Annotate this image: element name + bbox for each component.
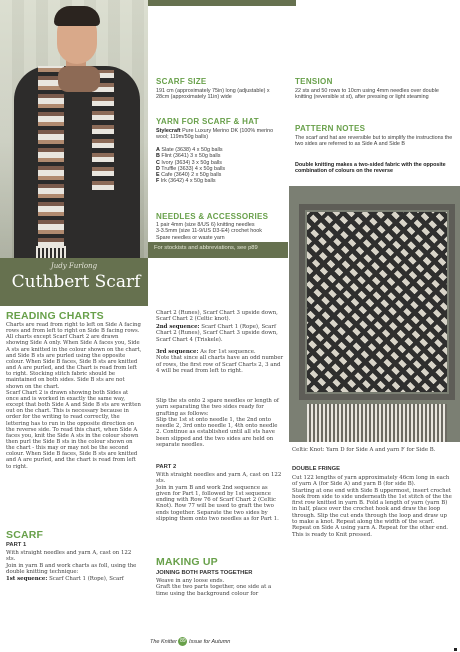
needles-text: 1 pair 4mm (size 8/US 6) knitting needles 3-3.5mm (size 11-9/US D3-E4) crochet hook Spare needles or waste yarn	[156, 222, 262, 241]
yarn-list	[156, 147, 284, 185]
double-fringe-heading: DOUBLE FRINGE	[292, 466, 340, 472]
middle-sequence-3: 3rd sequence: As for 1st sequence. Note that since all charts have an odd number of rows, the first row of Scarf Charts 2, 3 and 4 will be read from left to right.	[156, 349, 284, 374]
yarn-item: B Flint (3641) 3 x 50g balls	[156, 153, 221, 160]
yarn-item: A Slate (3638) 4 x 50g balls	[156, 147, 223, 153]
yarn-item: D Truffle (3633) 4 x 50g balls	[156, 165, 226, 172]
magazine-name: The Knitter	[150, 638, 177, 645]
pattern-notes-heading: PATTERN NOTES	[295, 124, 366, 133]
scarf-size-heading: SCARF SIZE	[156, 77, 207, 86]
issue-label: Issue for Autumn	[188, 638, 231, 645]
middle-sequence-2: 2nd sequence: Scarf Chart 1 (Rope), Scarf Chart 2 (Runes), Scarf Chart 3 upside down, Scarf Chart 4 (Triskele).	[156, 324, 278, 343]
spec-top-bar	[148, 0, 296, 6]
page-end-marker	[454, 648, 457, 651]
tension-text: 22 sts and 50 rows to 10cm using 4mm needles over double knitting (reversible st st), after pressing or light steaming	[295, 88, 439, 101]
needles-heading: NEEDLES & ACCESSORIES	[156, 212, 269, 221]
scarf-heading: SCARF	[6, 529, 44, 541]
yarn-heading: YARN FOR SCARF & HAT	[156, 117, 259, 126]
yarn-item: C Ivory (3634) 3 x 50g balls	[156, 159, 222, 166]
middle-text-1: Chart 2 (Runes), Scarf Chart 3 upside down, Scarf Chart 2 (Celtic knot).	[156, 310, 278, 323]
model-photo	[0, 0, 148, 258]
tension-heading: TENSION	[295, 77, 333, 86]
pattern-title: Cuthbert Scarf	[11, 272, 141, 292]
double-fringe-text: Cut 122 lengths of yarn approximately 46cm long in each of yarn A (for Side A) and yarn B (for side B). Starting at one end with Side B uppermost, insert crochet hook from side to side underneath the 1st stitch of the the first row knitted in yarn B. Fold a length of yarn (yarn B) in half, place over the crochet hook and draw the loop through. Slip the cut ends through the loop and draw up to make a knot. Repeat along the width of the scarf. Repeat on Side A using yarn A. Repeat for the other end. This is ready to Knit pressed.	[292, 475, 452, 538]
scarf-size-text: 191 cm (approximately 75in) long (adjustable) x 28cm (approximately 11in) wide	[156, 88, 270, 101]
yarn-item: F Irk (3642) 4 x 50g balls	[156, 178, 216, 185]
page-number: 89	[180, 638, 186, 644]
swatch-photo	[289, 186, 460, 442]
part2-label: PART 2	[156, 464, 177, 470]
middle-text-2: Slip the sts onto 2 spare needles or length of yarn separating the two sides ready for grafting as follows: Slip the 1st st onto needle 1, the 2nd onto needle 2, 3rd onto needle 1, 4th onto needle 2. Continue as established until all sts have been slipped and the two sides are held on separate needles.	[156, 398, 279, 449]
scarf-sequence: 1st sequence: Scarf Chart 1 (Rope), Scarf	[6, 576, 124, 582]
making-up-heading: MAKING UP	[156, 556, 218, 568]
pattern-notes-text: The scarf and hat are reversible but to simplify the instructions the two sides are referred to as Side A and Side B	[295, 135, 453, 148]
middle-text-3: With straight needles and yarn A, cast on 122 sts. Join in yarn B and work 2nd sequence as given for Part 1, followed by 1st sequence ending with Row 76 of Scarf Chart 2 (Celtic Knot). Row 77 will be used to graft the two ends together. Separate the two sides by slipping them onto two needles as for Part 1.	[156, 472, 282, 523]
joining-subheading: JOINING BOTH PARTS TOGETHER	[156, 570, 253, 576]
reading-charts-heading: READING CHARTS	[6, 310, 104, 322]
part1-label: PART 1	[6, 542, 27, 548]
making-up-text: Weave in any loose ends. Graft the two parts together, one side at a time using the background colour for	[156, 578, 272, 597]
abbreviations-note: For stockists and abbreviations, see p89	[154, 245, 258, 251]
pattern-notes-bold: Double knitting makes a two-sided fabric with the opposite combination of colours on the reverse	[295, 162, 446, 175]
yarn-item: E Cafe (3640) 2 x 50g balls	[156, 172, 222, 179]
scarf-text: With straight needles and yarn A, cast on 122 sts. Join in yarn B and work charts as foll, using the double knitting technique:	[6, 550, 137, 575]
page-footer	[150, 637, 230, 646]
yarn-intro: Stylecraft Pure Luxury Merino DK (100% merino wool; 119m/50g balls)	[156, 128, 274, 141]
reading-charts-text: Charts are read from right to left on Side A facing rows and from left to right on Side B facing rows. All charts except Scarf Chart 2 are drawn showing Side A only. When Side A faces you, Side A sts are knitted in the colour shown on the chart, and Side B sts are purled using the opposite colour. When Side B faces, Side B sts are knitted and A are purled, and the Chart is read from left to right. Stocking stitch fabric should be maintained on both sides. Side B sts are not shown on the chart. Scarf Chart 2 is drawn showing both Sides at once and is worked in exactly the same way, except that both Side A and Side B sts are written out on the chart. This is necessary because in order for the writing to read correctly, the lettering has to run in the opposite direction on the reverse side. To read this chart, when Side A faces you, knit the Side A sts in the colour shown then purl the Side B sts in the colour shown on the chart - this may or may not be the second colour. When Side B faces, Side B sts are knitted and A are purled, and the chart is read from left to right.	[6, 322, 142, 470]
swatch-caption: Celtic Knot: Yarn D for Side A and yarn F for Side B.	[292, 447, 436, 453]
designer-byline: Judy Furlong	[50, 262, 98, 270]
